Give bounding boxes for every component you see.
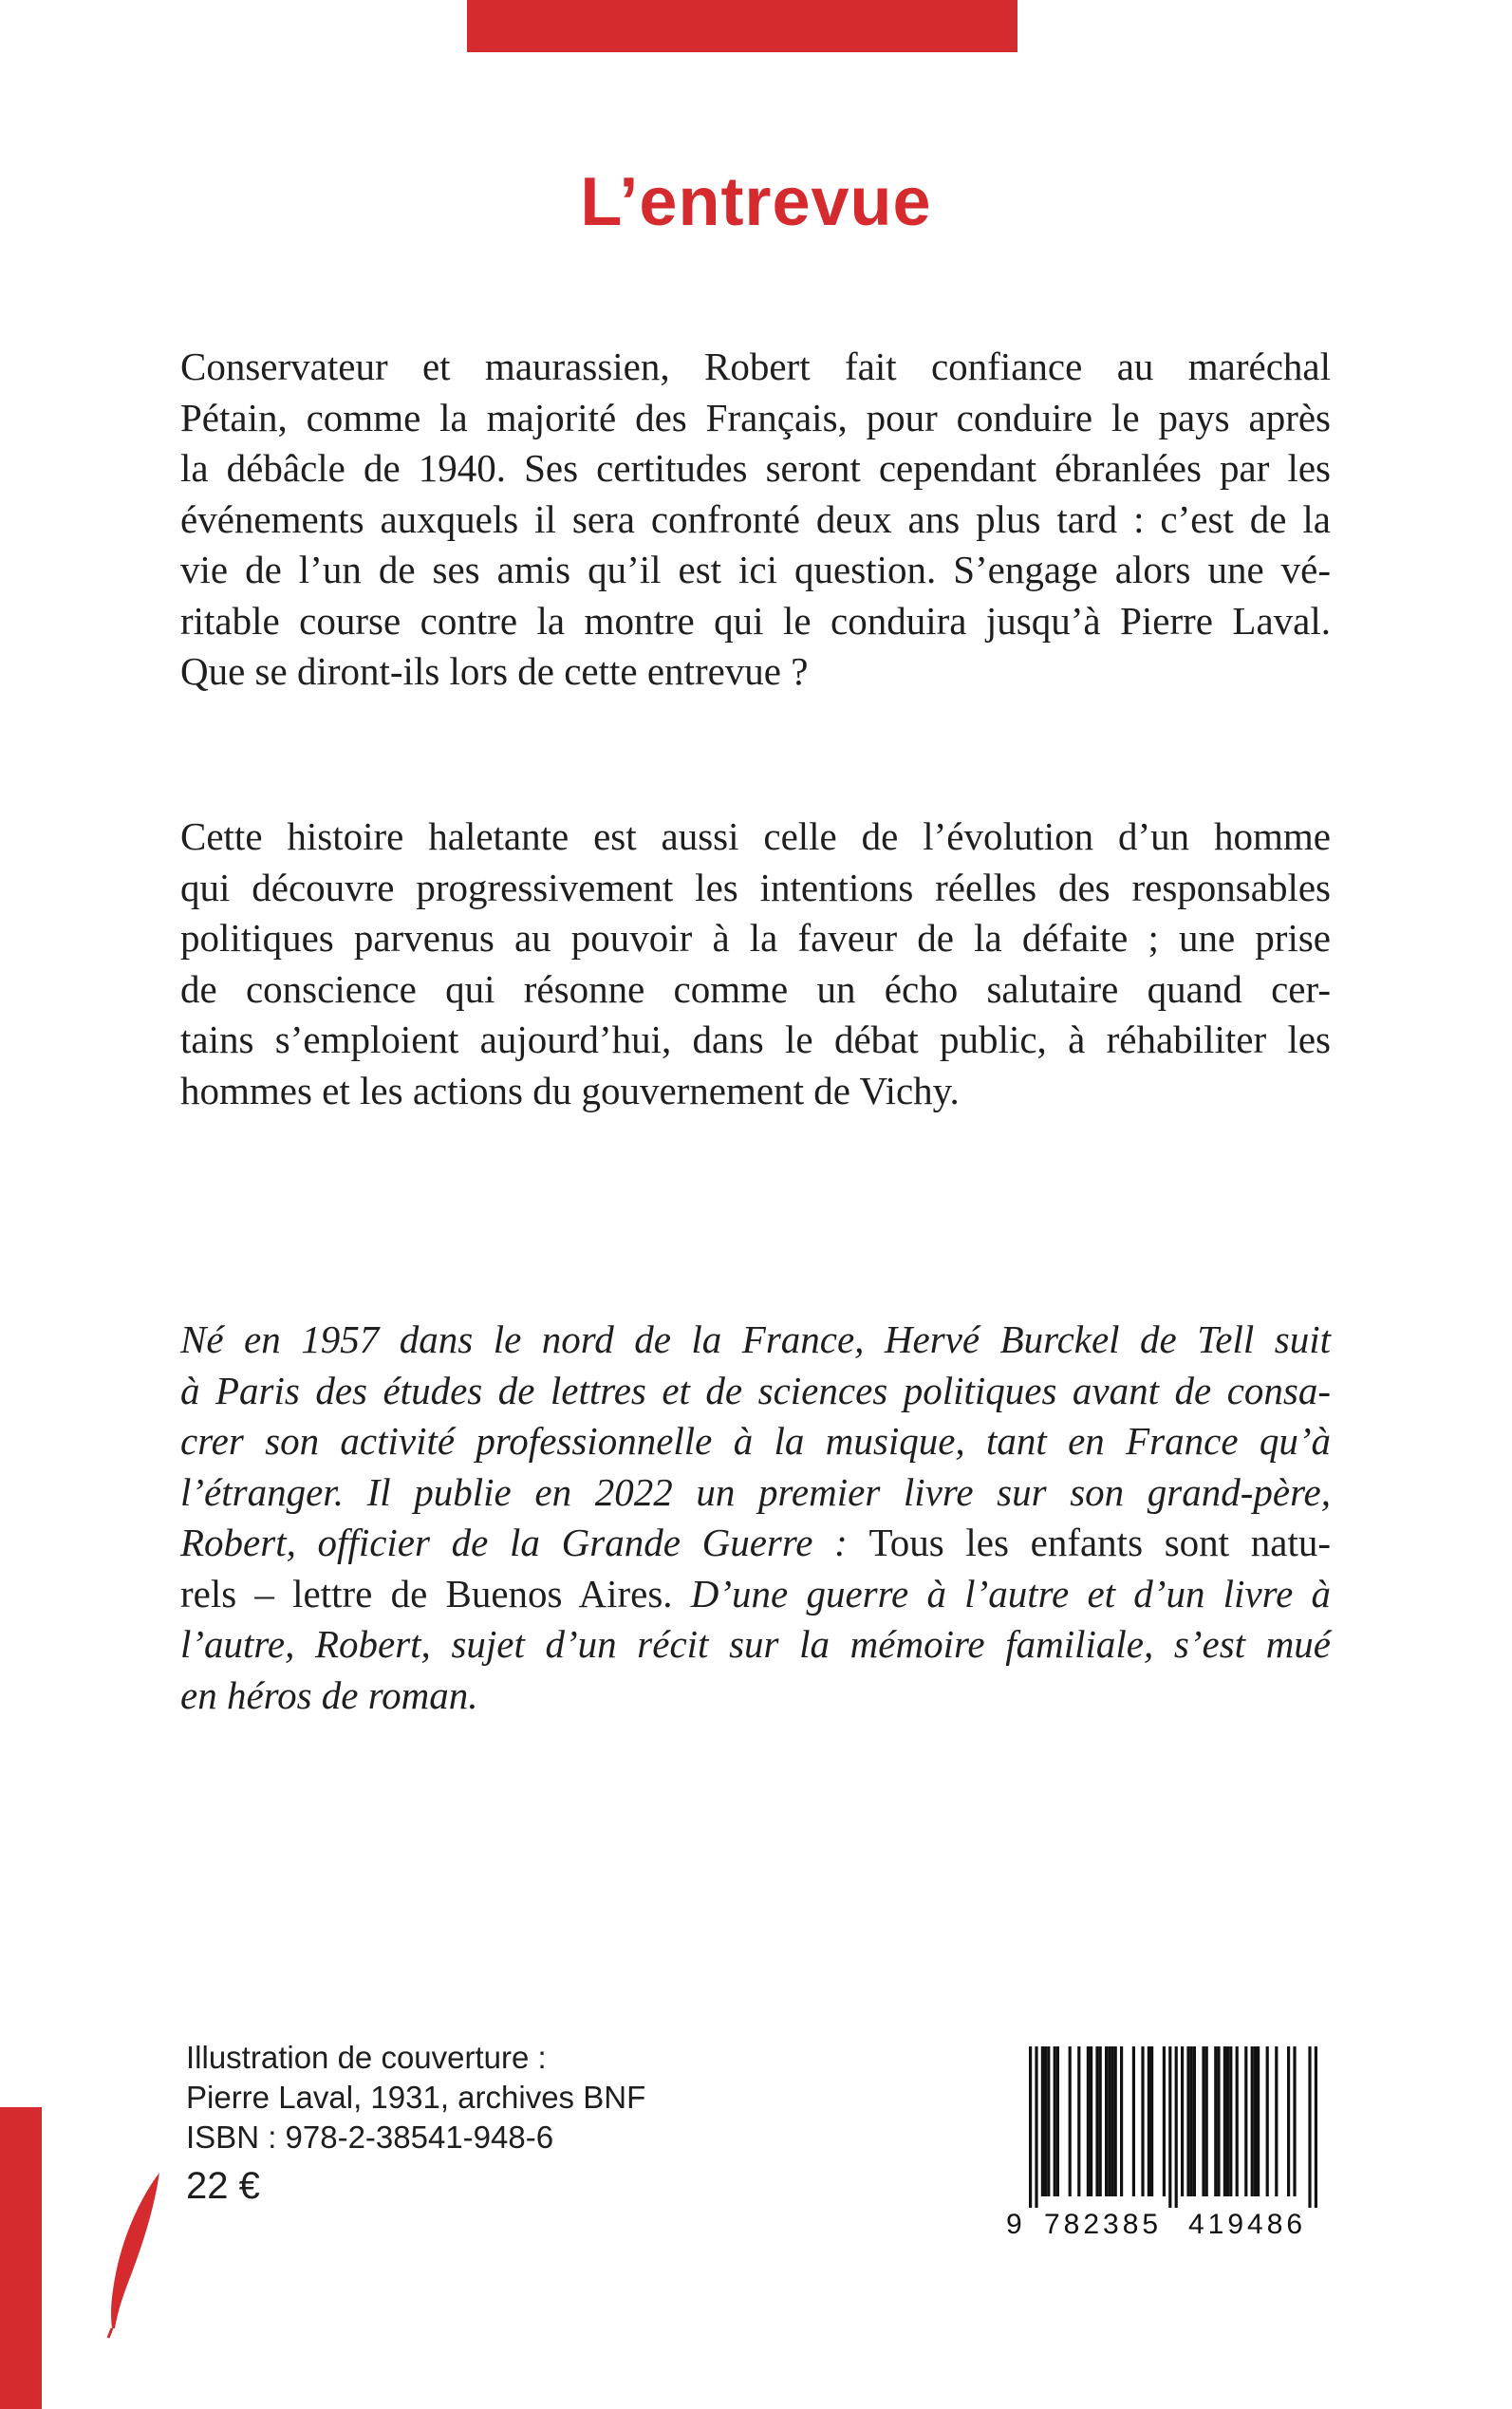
barcode-bar — [1266, 2046, 1269, 2196]
bio-line: à Paris des études de lettres et de sciences politiques avant de consa- — [180, 1368, 1331, 1412]
bio-line: l’étranger. Il publie en 2022 un premier livre sur son grand-père, — [180, 1469, 1331, 1514]
bio-line: crer son activité professionnelle à la musique, tant en France qu’à — [180, 1419, 1331, 1463]
barcode-bar — [1202, 2046, 1204, 2196]
barcode-bar — [1193, 2046, 1196, 2196]
barcode-bar — [1217, 2046, 1220, 2196]
text-line: vie de l’un de ses amis qu’il est ici question. S’engage alors une vé- — [180, 548, 1331, 591]
barcode-bar — [1257, 2046, 1260, 2196]
barcode-bar — [1041, 2046, 1044, 2196]
barcode-bar — [1044, 2046, 1047, 2196]
barcode-bar — [1108, 2046, 1111, 2196]
barcode-bar — [1275, 2046, 1278, 2196]
text-line: Que se diront-ils lors de cette entrevue ? — [180, 649, 809, 693]
text-line: hommes et les actions du gouvernement de Vichy. — [180, 1068, 960, 1112]
barcode-lead-digit: 9 — [1006, 2209, 1022, 2240]
barcode-bar — [1056, 2046, 1059, 2196]
barcode — [1002, 2046, 1330, 2244]
summary-paragraph-1 — [180, 342, 1331, 698]
bio-line — [180, 1521, 1331, 1564]
barcode-bar — [1315, 2046, 1317, 2208]
barcode-bar — [1293, 2046, 1296, 2196]
barcode-bar — [1035, 2046, 1037, 2208]
barcode-left-digits: 782385 — [1044, 2209, 1163, 2240]
barcode-bar — [1226, 2046, 1229, 2196]
barcode-bar — [1087, 2046, 1090, 2196]
barcode-bar — [1186, 2046, 1189, 2196]
isbn: ISBN : 978-2-38541-948-6 — [186, 2120, 554, 2155]
barcode-bar — [1254, 2046, 1257, 2196]
barcode-bar — [1132, 2046, 1135, 2196]
barcode-bar — [1190, 2046, 1193, 2196]
bio-line: Né en 1957 dans le nord de la France, Hervé Burckel de Tell suit — [180, 1317, 1331, 1361]
price: 22 € — [186, 2165, 260, 2207]
barcode-bar — [1111, 2046, 1113, 2196]
barcode-bar — [1120, 2046, 1123, 2196]
colophon — [186, 2038, 645, 2211]
summary-paragraph-2 — [180, 812, 1331, 1116]
text-line: de conscience qui résonne comme un écho salutaire quand cer- — [180, 966, 1331, 1011]
text-line: qui découvre progressivement les intentions réelles des responsables — [180, 865, 1331, 909]
barcode-bar — [1150, 2046, 1153, 2196]
barcode-bar — [1223, 2046, 1226, 2196]
text-line: Cette histoire haletante est aussi celle de l’évolution d’un homme — [180, 814, 1331, 858]
text-line: la débâcle de 1940. Ses certitudes seront cependant ébranlées par les — [180, 446, 1331, 490]
bio-line-italic-part: D’une guerre à l’autre et d’un livre à — [690, 1571, 1331, 1615]
text-line: Conservateur et maurassien, Robert fait confiance au maréchal — [180, 345, 1331, 388]
book-title-reference: rels – lettre de Buenos Aires. — [180, 1571, 691, 1615]
bio-line: l’autre, Robert, sujet d’un récit sur la mémoire familiale, s’est mué — [180, 1622, 1331, 1666]
text-line: Pétain, comme la majorité des Français, pour conduire le pays après — [180, 395, 1331, 439]
text-line: ritable course contre la montre qui le conduira jusqu’à Pierre Laval. — [180, 598, 1331, 643]
barcode-bar — [1069, 2046, 1072, 2196]
illustration-label: Illustration de couverture : — [186, 2040, 547, 2075]
book-title-reference: Tous les enfants sont natu- — [868, 1521, 1332, 1564]
barcode-bar — [1287, 2046, 1290, 2196]
illustration-credit: Pierre Laval, 1931, archives BNF — [186, 2080, 646, 2115]
barcode-bar — [1175, 2046, 1178, 2208]
barcode-bar — [1244, 2046, 1247, 2196]
barcode-bar — [1047, 2046, 1050, 2196]
bio-line: en héros de roman. — [180, 1672, 478, 1717]
barcode-bar — [1099, 2046, 1102, 2196]
bio-line-italic-part: Robert, officier de la Grande Guerre : — [180, 1521, 869, 1564]
barcode-bar — [1236, 2046, 1239, 2196]
barcode-bar — [1308, 2046, 1311, 2208]
barcode-digits — [1002, 2206, 1330, 2244]
barcode-bar — [1077, 2046, 1080, 2196]
text-line: événements auxquels il sera confronté deux ans plus tard : c’est de la — [180, 496, 1331, 541]
text-line: politiques parvenus au pouvoir à la faveur de la défaite ; une prise — [180, 916, 1331, 960]
barcode-bar — [1095, 2046, 1098, 2196]
barcode-bar — [1029, 2046, 1032, 2208]
barcode-bar — [1181, 2046, 1184, 2196]
barcode-bar — [1163, 2046, 1166, 2196]
barcode-bar — [1105, 2046, 1108, 2196]
barcode-bar — [1251, 2046, 1254, 2196]
barcode-bar — [1054, 2046, 1056, 2196]
bio-line — [180, 1572, 1331, 1615]
barcode-bar — [1141, 2046, 1144, 2196]
barcode-bar — [1148, 2046, 1150, 2196]
author-bio — [180, 1315, 1331, 1721]
barcode-right-digits: 419486 — [1188, 2209, 1307, 2240]
barcode-bar — [1214, 2046, 1217, 2196]
barcode-bar — [1114, 2046, 1117, 2196]
barcode-bar — [1229, 2046, 1232, 2196]
barcode-bar — [1090, 2046, 1092, 2196]
top-red-band — [467, 0, 1017, 52]
barcode-bars — [1002, 2046, 1330, 2208]
text-line: tains s’emploient aujourd’hui, dans le débat public, à réhabiliter les — [180, 1018, 1331, 1061]
left-red-band — [0, 2107, 42, 2409]
barcode-bar — [1168, 2046, 1171, 2208]
book-title: L’entrevue — [580, 164, 932, 240]
barcode-bar — [1205, 2046, 1208, 2196]
red-feather-icon — [103, 2169, 169, 2340]
